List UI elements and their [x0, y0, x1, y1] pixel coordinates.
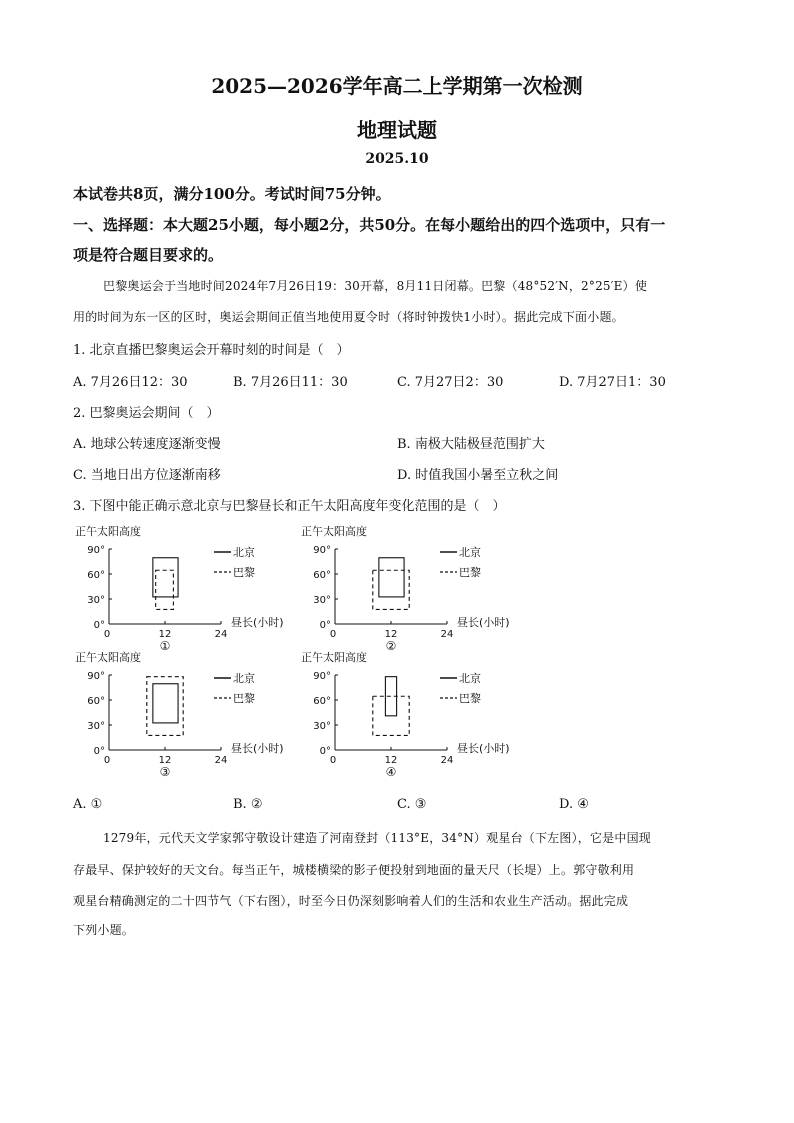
subject-title: 地理试题	[357, 118, 437, 142]
q2-stem: 2. 巴黎奥运会期间（ ）	[73, 406, 220, 421]
chart-x-tick-label: 12	[158, 755, 172, 766]
chart-y-tick-label: 0°	[319, 620, 331, 631]
chart-number-label: ①	[159, 639, 171, 653]
chart-y-tick-label: 60°	[87, 570, 105, 581]
chart-y-tick-label: 30°	[87, 721, 105, 732]
beijing-range-box	[153, 558, 178, 597]
passage1-line2: 用的时间为东一区的区时，奥运会期间正值当地使用夏令时（将时钟拨快1小时）。据此完成下面小题。	[73, 310, 624, 324]
instruction-line: 本试卷共8页，满分100分。考试时间75分钟。	[73, 185, 391, 203]
chart-x-tick-label: 24	[440, 629, 454, 640]
chart-y-tick-label: 90°	[313, 671, 331, 682]
passage2-line4: 下列小题。	[73, 923, 135, 937]
chart-x-tick-label: 0	[329, 629, 337, 640]
passage2-line3: 观星台精确测定的二十四节气（下右图），时至今日仍深刻影响着人们的生活和农业生产活动。据此完成	[73, 894, 629, 908]
exam-title: 2025—2026学年高二上学期第一次检测	[211, 74, 583, 98]
chart-y-tick-label: 60°	[87, 696, 105, 707]
paris-range-box	[156, 570, 174, 609]
q1-option-c[interactable]: C. 7月27日2：30	[397, 375, 504, 390]
chart-ylabel: 正午太阳高度	[75, 651, 141, 664]
q3-stem: 3. 下图中能正确示意北京与巴黎昼长和正午太阳高度年变化范围的是（ ）	[73, 499, 506, 514]
chart-ylabel: 正午太阳高度	[75, 525, 141, 538]
passage1-line1: 巴黎奥运会于当地时间2024年7月26日19：30开幕，8月11日闭幕。巴黎（48°52′N，2°25′E）使	[103, 279, 648, 293]
q2-option-b[interactable]: B. 南极大陆极昼范围扩大	[397, 437, 545, 452]
chart-x-tick-label: 0	[103, 755, 111, 766]
legend-beijing-label: 北京	[459, 546, 481, 559]
q3-option-c[interactable]: C. ③	[397, 797, 427, 812]
legend-beijing-label: 北京	[459, 672, 481, 685]
legend-paris-label: 巴黎	[459, 692, 481, 705]
chart-x-tick-label: 0	[329, 755, 337, 766]
q1-option-a[interactable]: A. 7月26日12：30	[73, 375, 188, 390]
chart-y-tick-label: 60°	[313, 696, 331, 707]
passage2-line2: 存最早、保护较好的天文台。每当正午，城楼横梁的影子便投射到地面的量天尺（长堤）上。郭守敬利用	[73, 863, 635, 877]
chart-y-tick-label: 30°	[87, 595, 105, 606]
chart-x-tick-label: 24	[214, 629, 228, 640]
chart-y-tick-label: 0°	[319, 746, 331, 757]
chart-xlabel: 昼长(小时)	[231, 742, 284, 755]
chart-number-label: ④	[385, 765, 397, 779]
q1-stem: 1. 北京直播巴黎奥运会开幕时刻的时间是（ ）	[73, 343, 350, 358]
chart-x-tick-label: 12	[384, 629, 398, 640]
chart-y-tick-label: 0°	[93, 746, 105, 757]
q3-option-b[interactable]: B. ②	[233, 797, 263, 812]
chart-y-tick-label: 30°	[313, 721, 331, 732]
chart-y-tick-label: 90°	[313, 545, 331, 556]
q1-option-b[interactable]: B. 7月26日11：30	[233, 375, 348, 390]
chart-y-tick-label: 0°	[93, 620, 105, 631]
exam-date: 2025.10	[365, 151, 429, 167]
q3-option-d[interactable]: D. ④	[559, 797, 589, 812]
chart-xlabel: 昼长(小时)	[457, 616, 510, 629]
chart-x-tick-label: 12	[384, 755, 398, 766]
q2-option-d[interactable]: D. 时值我国小暑至立秋之间	[397, 468, 559, 483]
chart-x-tick-label: 12	[158, 629, 172, 640]
legend-paris-label: 巴黎	[233, 692, 255, 705]
beijing-range-box	[379, 558, 404, 597]
chart-ylabel: 正午太阳高度	[301, 651, 367, 664]
chart-xlabel: 昼长(小时)	[231, 616, 284, 629]
q2-option-a[interactable]: A. 地球公转速度逐渐变慢	[73, 437, 221, 452]
passage2-line1: 1279年，元代天文学家郭守敬设计建造了河南登封（113°E，34°N）观星台（下左图），它是中国现	[103, 831, 651, 845]
chart-ylabel: 正午太阳高度	[301, 525, 367, 538]
q3-option-a[interactable]: A. ①	[73, 797, 103, 812]
chart-x-tick-label: 24	[440, 755, 454, 766]
chart-xlabel: 昼长(小时)	[457, 742, 510, 755]
chart-y-tick-label: 60°	[313, 570, 331, 581]
beijing-range-box	[153, 684, 178, 723]
q2-option-c[interactable]: C. 当地日出方位逐渐南移	[73, 468, 221, 483]
legend-beijing-label: 北京	[233, 546, 255, 559]
section-heading-line1: 一、选择题：本大题25小题，每小题2分，共50分。在每小题给出的四个选项中，只有一	[73, 216, 666, 234]
legend-paris-label: 巴黎	[459, 566, 481, 579]
section-heading-line2: 项是符合题目要求的。	[73, 246, 224, 264]
legend-beijing-label: 北京	[233, 672, 255, 685]
chart-y-tick-label: 30°	[313, 595, 331, 606]
chart-y-tick-label: 90°	[87, 671, 105, 682]
legend-paris-label: 巴黎	[233, 566, 255, 579]
chart-number-label: ③	[159, 765, 171, 779]
chart-number-label: ②	[385, 639, 397, 653]
chart-y-tick-label: 90°	[87, 545, 105, 556]
chart-x-tick-label: 24	[214, 755, 228, 766]
q1-option-d[interactable]: D. 7月27日1：30	[559, 375, 666, 390]
chart-x-tick-label: 0	[103, 629, 111, 640]
